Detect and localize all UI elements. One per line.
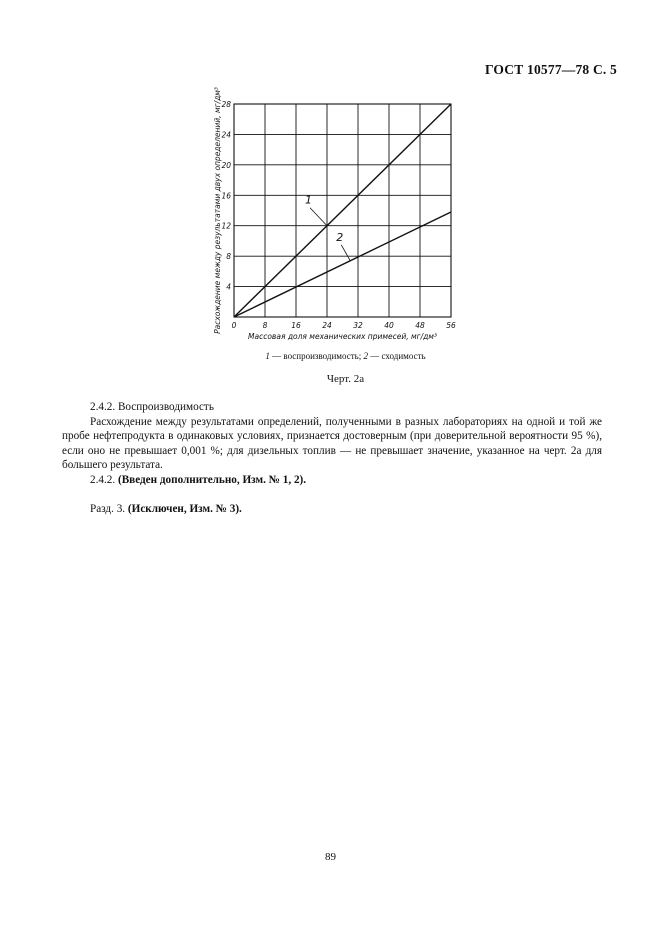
line-label-leader xyxy=(310,208,327,226)
paragraph-body: Расхождение между результатами определений, полученными в разных лабораториях на одной и той же пробе нефтепродукта в одинаковых условиях, признается достоверным (при доверительной вероятности 95 %), если оно не превышает 0,001 %; для дизельных топлив — не превышает значение, указанное на черт. 2а для большего результата. xyxy=(62,415,602,471)
page-number: 89 xyxy=(325,851,336,863)
chart-legend xyxy=(0,351,661,361)
line-label-1: 1 xyxy=(305,193,312,207)
y-tick-label: 20 xyxy=(221,160,231,170)
x-tick-label: 40 xyxy=(384,321,394,330)
x-tick-label: 48 xyxy=(415,321,425,330)
x-tick-label: 0 xyxy=(231,321,237,330)
paragraph-section-3 xyxy=(62,502,602,517)
legend-text-2: — сходимость xyxy=(368,351,426,361)
y-tick-label: 12 xyxy=(221,221,231,231)
y-tick-label: 28 xyxy=(221,100,231,109)
paragraph-heading: 2.4.2. Воспроизводимость xyxy=(90,401,214,413)
legend-num-2: 2 xyxy=(363,351,368,361)
x-tick-label: 24 xyxy=(322,321,332,330)
x-tick-label: 16 xyxy=(291,321,301,330)
chart-2a xyxy=(0,0,661,350)
legend-text-1: — воспроизводимость; xyxy=(269,351,364,361)
y-tick-label: 8 xyxy=(226,252,231,262)
series-line-1 xyxy=(234,104,451,317)
section-3-prefix: Разд. 3. xyxy=(90,503,128,515)
paragraph-amendment xyxy=(62,473,602,488)
x-tick-label: 32 xyxy=(353,321,363,330)
amendment-bold: (Введен дополнительно, Изм. № 1, 2). xyxy=(117,473,307,486)
document-header: ГОСТ 10577—78 С. 5 xyxy=(484,62,617,77)
x-axis-label: Массовая доля механических примесей, мг/дм³ xyxy=(248,332,437,341)
x-tick-label: 8 xyxy=(262,321,268,330)
amendment-prefix: 2.4.2. xyxy=(90,473,118,486)
line-label-2: 2 xyxy=(336,230,344,244)
x-tick-label: 56 xyxy=(446,321,456,330)
y-tick-label: 24 xyxy=(221,130,231,140)
legend-num-1: 1 xyxy=(265,351,270,361)
line-label-leader xyxy=(341,245,350,261)
section-2-4-2 xyxy=(62,400,602,517)
y-axis-label: Расхождение между результатами двух определений, мг/дм³ xyxy=(213,87,222,334)
section-3-bold: (Исключен, Изм. № 3). xyxy=(127,503,242,515)
y-tick-label: 16 xyxy=(221,191,231,201)
y-tick-label: 4 xyxy=(226,282,231,292)
series-line-2 xyxy=(234,212,451,317)
chart-caption: Черт. 2а xyxy=(326,373,365,385)
